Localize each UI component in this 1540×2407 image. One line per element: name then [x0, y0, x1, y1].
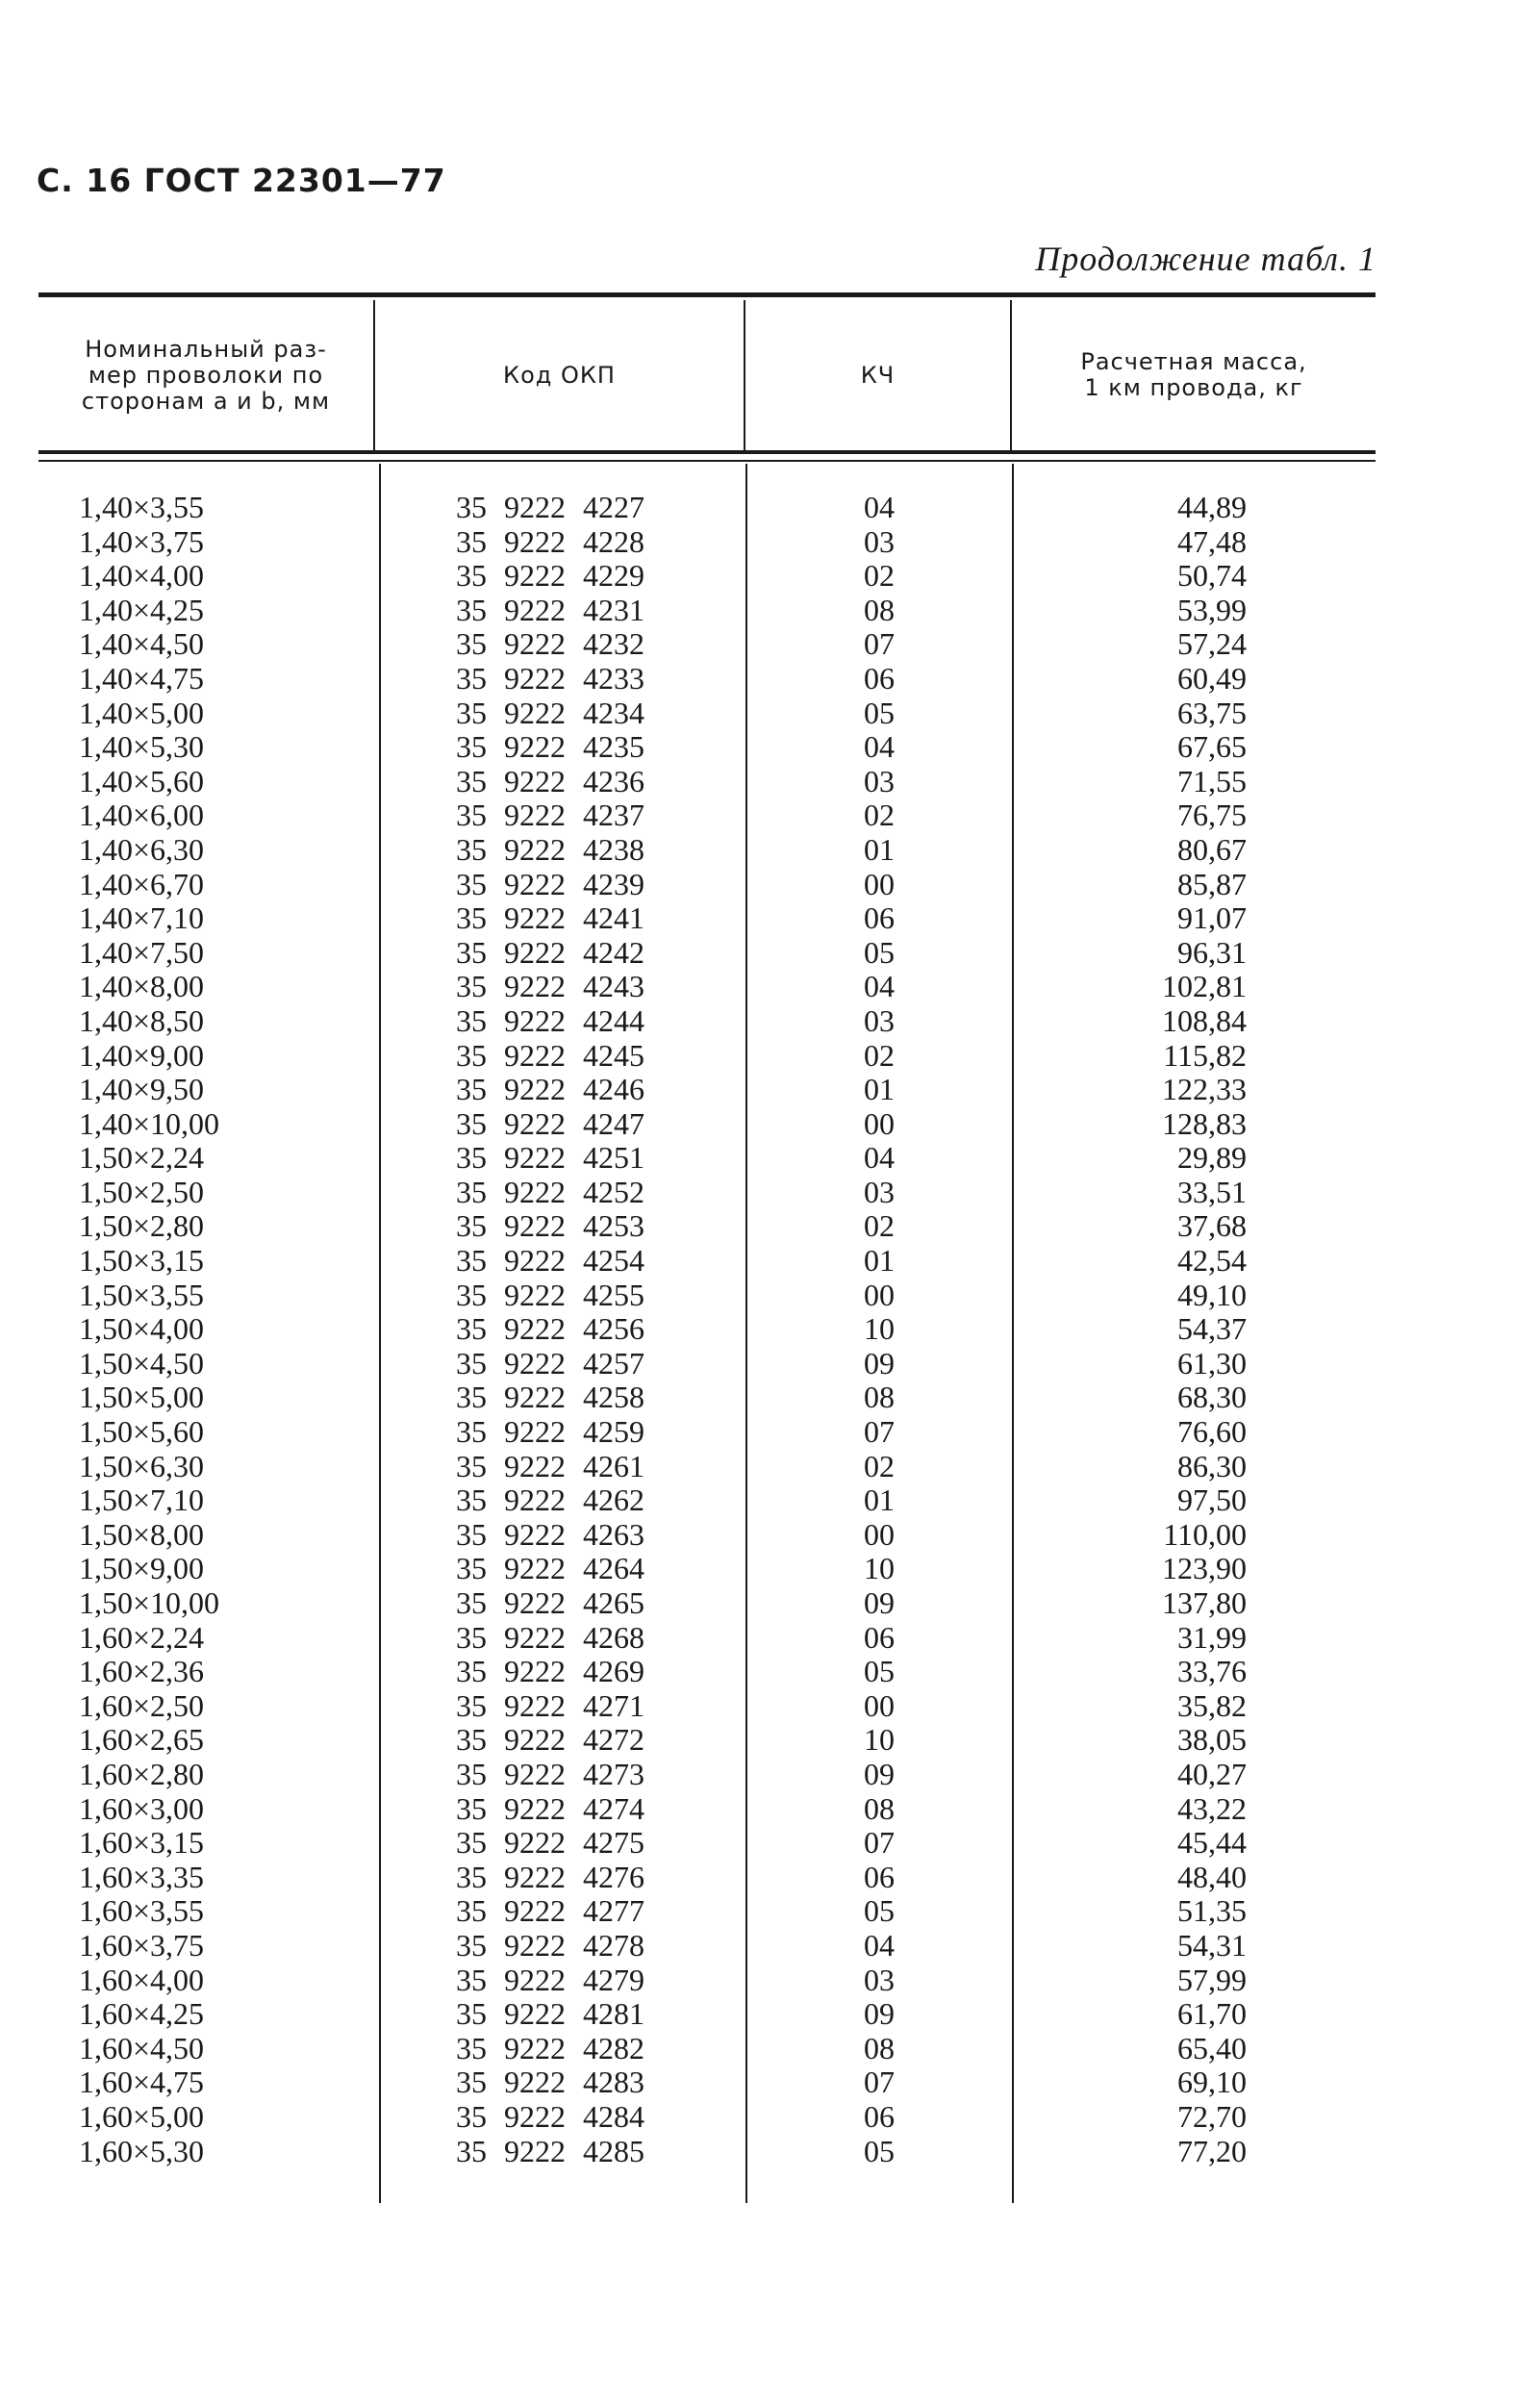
- mass-cell: 96,31: [1177, 934, 1247, 970]
- table-row: [0, 1723, 1540, 1758]
- okp-code-cell: 35 9222 4241: [456, 900, 644, 936]
- okp-code-cell: 35 9222 4261: [456, 1448, 644, 1483]
- mass-cell: 45,44: [1177, 1825, 1247, 1861]
- okp-code-cell: 35 9222 4233: [456, 660, 644, 696]
- okp-code-cell: 35 9222 4285: [456, 2133, 644, 2168]
- table-row: [0, 1039, 1540, 1074]
- mass-cell: 108,84: [1162, 1002, 1247, 1038]
- kch-cell: 03: [864, 763, 895, 798]
- size-cell: 1,50×7,10: [79, 1482, 205, 1518]
- mass-cell: 80,67: [1177, 831, 1247, 867]
- size-cell: 1,50×5,60: [79, 1414, 205, 1450]
- kch-cell: 03: [864, 1962, 895, 1997]
- mass-cell: 60,49: [1177, 660, 1247, 696]
- okp-code-cell: 35 9222 4256: [456, 1311, 644, 1347]
- continuation-label: Продолжение табл. 1: [1035, 240, 1376, 278]
- okp-code-cell: 35 9222 4284: [456, 2098, 644, 2134]
- okp-code-cell: 35 9222 4264: [456, 1551, 644, 1586]
- table-row: [0, 1826, 1540, 1861]
- kch-cell: 10: [864, 1551, 895, 1586]
- mass-cell: 137,80: [1162, 1585, 1247, 1620]
- okp-code-cell: 35 9222 4282: [456, 2030, 644, 2065]
- table-row: [0, 970, 1540, 1004]
- mass-cell: 61,70: [1177, 1996, 1247, 2032]
- table-row: [0, 697, 1540, 731]
- okp-code-cell: 35 9222 4271: [456, 1687, 644, 1723]
- kch-cell: 08: [864, 2030, 895, 2065]
- mass-cell: 49,10: [1177, 1277, 1247, 1312]
- table-row: [0, 833, 1540, 868]
- column-header-size-text: Номинальный раз- мер проволоки по сторонам a и b, мм: [81, 335, 331, 415]
- mass-cell: 33,76: [1177, 1654, 1247, 1689]
- okp-code-cell: 35 9222 4273: [456, 1756, 644, 1791]
- kch-cell: 01: [864, 1243, 895, 1279]
- mass-cell: 51,35: [1177, 1893, 1247, 1929]
- kch-cell: 00: [864, 1687, 895, 1723]
- kch-cell: 04: [864, 490, 895, 524]
- okp-code-cell: 35 9222 4243: [456, 969, 644, 1004]
- size-cell: 1,50×3,55: [79, 1277, 205, 1312]
- mass-cell: 44,89: [1177, 490, 1247, 524]
- mass-cell: 71,55: [1177, 763, 1247, 798]
- size-cell: 1,40×3,55: [79, 490, 205, 524]
- table-row: [0, 1964, 1540, 1998]
- kch-cell: 06: [864, 1619, 895, 1655]
- size-cell: 1,60×3,15: [79, 1825, 205, 1861]
- okp-code-cell: 35 9222 4268: [456, 1619, 644, 1655]
- size-cell: 1,60×2,80: [79, 1756, 205, 1791]
- kch-cell: 05: [864, 1893, 895, 1929]
- table-row: [0, 1209, 1540, 1244]
- size-cell: 1,60×4,75: [79, 2065, 205, 2100]
- kch-cell: 05: [864, 695, 895, 730]
- okp-code-cell: 35 9222 4239: [456, 866, 644, 901]
- kch-cell: 09: [864, 1585, 895, 1620]
- okp-code-cell: 35 9222 4237: [456, 798, 644, 833]
- mass-cell: 110,00: [1163, 1516, 1247, 1552]
- size-cell: 1,50×10,00: [79, 1585, 220, 1620]
- kch-cell: 07: [864, 1825, 895, 1861]
- table-row: [0, 798, 1540, 833]
- okp-code-cell: 35 9222 4263: [456, 1516, 644, 1552]
- okp-code-cell: 35 9222 4281: [456, 1996, 644, 2032]
- table-row: [0, 2135, 1540, 2169]
- size-cell: 1,60×2,50: [79, 1687, 205, 1723]
- okp-code-cell: 35 9222 4269: [456, 1654, 644, 1689]
- mass-cell: 38,05: [1177, 1722, 1247, 1758]
- kch-cell: 00: [864, 1277, 895, 1312]
- mass-cell: 63,75: [1177, 695, 1247, 730]
- column-header-mass: [1012, 300, 1376, 450]
- okp-code-cell: 35 9222 4231: [456, 592, 644, 627]
- okp-code-cell: 35 9222 4259: [456, 1414, 644, 1450]
- size-cell: 1,40×9,00: [79, 1037, 205, 1073]
- kch-cell: 05: [864, 2133, 895, 2168]
- size-cell: 1,60×4,00: [79, 1962, 205, 1997]
- size-cell: 1,50×5,00: [79, 1380, 205, 1415]
- size-cell: 1,40×4,50: [79, 626, 205, 662]
- size-cell: 1,40×5,30: [79, 729, 205, 765]
- okp-code-cell: 35 9222 4262: [456, 1482, 644, 1518]
- mass-cell: 29,89: [1177, 1140, 1247, 1176]
- table-header-rule: [38, 450, 1376, 454]
- table-row: [0, 1621, 1540, 1656]
- okp-code-cell: 35 9222 4275: [456, 1825, 644, 1861]
- page-header: С. 16 ГОСТ 22301—77: [37, 162, 446, 199]
- table-row: [0, 627, 1540, 662]
- size-cell: 1,40×4,25: [79, 592, 205, 627]
- table-row: [0, 1518, 1540, 1553]
- table-top-rule: [38, 292, 1376, 297]
- kch-cell: 05: [864, 934, 895, 970]
- kch-cell: 02: [864, 558, 895, 594]
- okp-code-cell: 35 9222 4236: [456, 763, 644, 798]
- okp-code-cell: 35 9222 4247: [456, 1105, 644, 1141]
- kch-cell: 07: [864, 1414, 895, 1450]
- kch-cell: 02: [864, 1208, 895, 1244]
- table-row: [0, 936, 1540, 971]
- table-row: [0, 2065, 1540, 2100]
- mass-cell: 67,65: [1177, 729, 1247, 765]
- okp-code-cell: 35 9222 4277: [456, 1893, 644, 1929]
- kch-cell: 02: [864, 798, 895, 833]
- size-cell: 1,50×3,15: [79, 1243, 205, 1279]
- okp-code-cell: 35 9222 4279: [456, 1962, 644, 1997]
- mass-cell: 86,30: [1177, 1448, 1247, 1483]
- table-row: [0, 1861, 1540, 1895]
- mass-cell: 65,40: [1177, 2030, 1247, 2065]
- okp-code-cell: 35 9222 4258: [456, 1380, 644, 1415]
- table-row: [0, 1894, 1540, 1929]
- table-row: [0, 1004, 1540, 1039]
- table-row: [0, 1483, 1540, 1518]
- table-row: [0, 662, 1540, 697]
- size-cell: 1,50×8,00: [79, 1516, 205, 1552]
- column-header-kch-text: КЧ: [860, 361, 896, 389]
- mass-cell: 69,10: [1177, 2065, 1247, 2100]
- size-cell: 1,60×2,36: [79, 1654, 205, 1689]
- size-cell: 1,40×10,00: [79, 1105, 220, 1141]
- column-header-size: [38, 300, 373, 450]
- okp-code-cell: 35 9222 4265: [456, 1585, 644, 1620]
- kch-cell: 08: [864, 1790, 895, 1826]
- kch-cell: 10: [864, 1311, 895, 1347]
- okp-code-cell: 35 9222 4272: [456, 1722, 644, 1758]
- kch-cell: 03: [864, 1174, 895, 1209]
- okp-code-cell: 35 9222 4245: [456, 1037, 644, 1073]
- size-cell: 1,40×6,30: [79, 831, 205, 867]
- size-cell: 1,40×3,75: [79, 523, 205, 559]
- kch-cell: 03: [864, 1002, 895, 1038]
- size-cell: 1,60×4,25: [79, 1996, 205, 2032]
- mass-cell: 97,50: [1177, 1482, 1247, 1518]
- size-cell: 1,50×4,00: [79, 1311, 205, 1347]
- table-body: [0, 491, 1540, 2168]
- size-cell: 1,40×4,00: [79, 558, 205, 594]
- table-row: [0, 730, 1540, 765]
- table-header-rule-thin: [38, 460, 1376, 462]
- column-header-code-text: Код ОКП: [503, 361, 616, 389]
- table-row: [0, 1073, 1540, 1107]
- column-header-mass-text: Расчетная масса, 1 км провода, кг: [1080, 348, 1307, 401]
- okp-code-cell: 35 9222 4244: [456, 1002, 644, 1038]
- table-row: [0, 2100, 1540, 2135]
- table-row: [0, 1655, 1540, 1689]
- size-cell: 1,40×8,50: [79, 1002, 205, 1038]
- kch-cell: 01: [864, 831, 895, 867]
- kch-cell: 01: [864, 1482, 895, 1518]
- table-row: [0, 2032, 1540, 2066]
- mass-cell: 102,81: [1162, 969, 1247, 1004]
- okp-code-cell: 35 9222 4242: [456, 934, 644, 970]
- mass-cell: 37,68: [1177, 1208, 1247, 1244]
- kch-cell: 06: [864, 2098, 895, 2134]
- mass-cell: 115,82: [1163, 1037, 1247, 1073]
- okp-code-cell: 35 9222 4274: [456, 1790, 644, 1826]
- okp-code-cell: 35 9222 4235: [456, 729, 644, 765]
- table-row: [0, 1347, 1540, 1381]
- okp-code-cell: 35 9222 4228: [456, 523, 644, 559]
- kch-cell: 08: [864, 592, 895, 627]
- size-cell: 1,40×5,60: [79, 763, 205, 798]
- okp-code-cell: 35 9222 4229: [456, 558, 644, 594]
- mass-cell: 43,22: [1177, 1790, 1247, 1826]
- size-cell: 1,60×2,65: [79, 1722, 205, 1758]
- table-row: [0, 559, 1540, 594]
- size-cell: 1,40×6,00: [79, 798, 205, 833]
- kch-cell: 09: [864, 1345, 895, 1381]
- mass-cell: 128,83: [1162, 1105, 1247, 1141]
- mass-cell: 40,27: [1177, 1756, 1247, 1791]
- kch-cell: 02: [864, 1448, 895, 1483]
- size-cell: 1,40×4,75: [79, 660, 205, 696]
- table-row: [0, 1758, 1540, 1792]
- mass-cell: 54,31: [1177, 1927, 1247, 1963]
- kch-cell: 06: [864, 660, 895, 696]
- kch-cell: 04: [864, 1140, 895, 1176]
- table-row: [0, 1552, 1540, 1586]
- okp-code-cell: 35 9222 4252: [456, 1174, 644, 1209]
- table-row: [0, 1689, 1540, 1724]
- table-row: [0, 1586, 1540, 1621]
- table-row: [0, 1792, 1540, 1827]
- okp-code-cell: 35 9222 4227: [456, 490, 644, 524]
- size-cell: 1,50×9,00: [79, 1551, 205, 1586]
- size-cell: 1,60×4,50: [79, 2030, 205, 2065]
- okp-code-cell: 35 9222 4257: [456, 1345, 644, 1381]
- table-row: [0, 765, 1540, 799]
- table-row: [0, 594, 1540, 628]
- okp-code-cell: 35 9222 4238: [456, 831, 644, 867]
- kch-cell: 07: [864, 2065, 895, 2100]
- column-header-code: [375, 300, 744, 450]
- kch-cell: 04: [864, 729, 895, 765]
- size-cell: 1,50×6,30: [79, 1448, 205, 1483]
- okp-code-cell: 35 9222 4276: [456, 1859, 644, 1894]
- kch-cell: 04: [864, 1927, 895, 1963]
- size-cell: 1,60×3,00: [79, 1790, 205, 1826]
- size-cell: 1,60×3,75: [79, 1927, 205, 1963]
- kch-cell: 08: [864, 1380, 895, 1415]
- kch-cell: 04: [864, 969, 895, 1004]
- mass-cell: 50,74: [1177, 558, 1247, 594]
- mass-cell: 76,75: [1177, 798, 1247, 833]
- table-row: [0, 491, 1540, 525]
- table-row: [0, 1997, 1540, 2032]
- kch-cell: 00: [864, 866, 895, 901]
- kch-cell: 06: [864, 900, 895, 936]
- table-row: [0, 1450, 1540, 1484]
- table-row: [0, 901, 1540, 936]
- mass-cell: 35,82: [1177, 1687, 1247, 1723]
- kch-cell: 00: [864, 1105, 895, 1141]
- table-row: [0, 1415, 1540, 1450]
- table-row: [0, 1312, 1540, 1347]
- table-row: [0, 1279, 1540, 1313]
- size-cell: 1,60×3,55: [79, 1893, 205, 1929]
- kch-cell: 00: [864, 1516, 895, 1552]
- mass-cell: 68,30: [1177, 1380, 1247, 1415]
- size-cell: 1,50×2,24: [79, 1140, 205, 1176]
- okp-code-cell: 35 9222 4278: [456, 1927, 644, 1963]
- kch-cell: 01: [864, 1072, 895, 1107]
- table-row: [0, 1244, 1540, 1279]
- column-header-kch: [745, 300, 1010, 450]
- mass-cell: 77,20: [1177, 2133, 1247, 2168]
- table-row: [0, 1176, 1540, 1210]
- mass-cell: 54,37: [1177, 1311, 1247, 1347]
- okp-code-cell: 35 9222 4283: [456, 2065, 644, 2100]
- size-cell: 1,40×7,10: [79, 900, 205, 936]
- table-row: [0, 1381, 1540, 1415]
- mass-cell: 42,54: [1177, 1243, 1247, 1279]
- size-cell: 1,40×6,70: [79, 866, 205, 901]
- kch-cell: 03: [864, 523, 895, 559]
- size-cell: 1,40×8,00: [79, 969, 205, 1004]
- table-row: [0, 525, 1540, 560]
- mass-cell: 53,99: [1177, 592, 1247, 627]
- size-cell: 1,50×2,80: [79, 1208, 205, 1244]
- size-cell: 1,50×4,50: [79, 1345, 205, 1381]
- mass-cell: 48,40: [1177, 1859, 1247, 1894]
- size-cell: 1,40×9,50: [79, 1072, 205, 1107]
- size-cell: 1,40×7,50: [79, 934, 205, 970]
- kch-cell: 05: [864, 1654, 895, 1689]
- table-row: [0, 1107, 1540, 1142]
- okp-code-cell: 35 9222 4255: [456, 1277, 644, 1312]
- mass-cell: 31,99: [1177, 1619, 1247, 1655]
- kch-cell: 02: [864, 1037, 895, 1073]
- mass-cell: 57,99: [1177, 1962, 1247, 1997]
- size-cell: 1,60×2,24: [79, 1619, 205, 1655]
- kch-cell: 09: [864, 1756, 895, 1791]
- kch-cell: 09: [864, 1996, 895, 2032]
- mass-cell: 57,24: [1177, 626, 1247, 662]
- mass-cell: 122,33: [1162, 1072, 1247, 1107]
- kch-cell: 10: [864, 1722, 895, 1758]
- size-cell: 1,60×5,00: [79, 2098, 205, 2134]
- size-cell: 1,50×2,50: [79, 1174, 205, 1209]
- okp-code-cell: 35 9222 4253: [456, 1208, 644, 1244]
- mass-cell: 47,48: [1177, 523, 1247, 559]
- mass-cell: 76,60: [1177, 1414, 1247, 1450]
- kch-cell: 07: [864, 626, 895, 662]
- mass-cell: 61,30: [1177, 1345, 1247, 1381]
- okp-code-cell: 35 9222 4234: [456, 695, 644, 730]
- okp-code-cell: 35 9222 4251: [456, 1140, 644, 1176]
- table-row: [0, 868, 1540, 902]
- table-row: [0, 1141, 1540, 1176]
- size-cell: 1,60×5,30: [79, 2133, 205, 2168]
- mass-cell: 72,70: [1177, 2098, 1247, 2134]
- table-row: [0, 1929, 1540, 1964]
- okp-code-cell: 35 9222 4254: [456, 1243, 644, 1279]
- okp-code-cell: 35 9222 4232: [456, 626, 644, 662]
- size-cell: 1,40×5,00: [79, 695, 205, 730]
- kch-cell: 06: [864, 1859, 895, 1894]
- okp-code-cell: 35 9222 4246: [456, 1072, 644, 1107]
- mass-cell: 33,51: [1177, 1174, 1247, 1209]
- mass-cell: 85,87: [1177, 866, 1247, 901]
- mass-cell: 91,07: [1177, 900, 1247, 936]
- size-cell: 1,60×3,35: [79, 1859, 205, 1894]
- mass-cell: 123,90: [1162, 1551, 1247, 1586]
